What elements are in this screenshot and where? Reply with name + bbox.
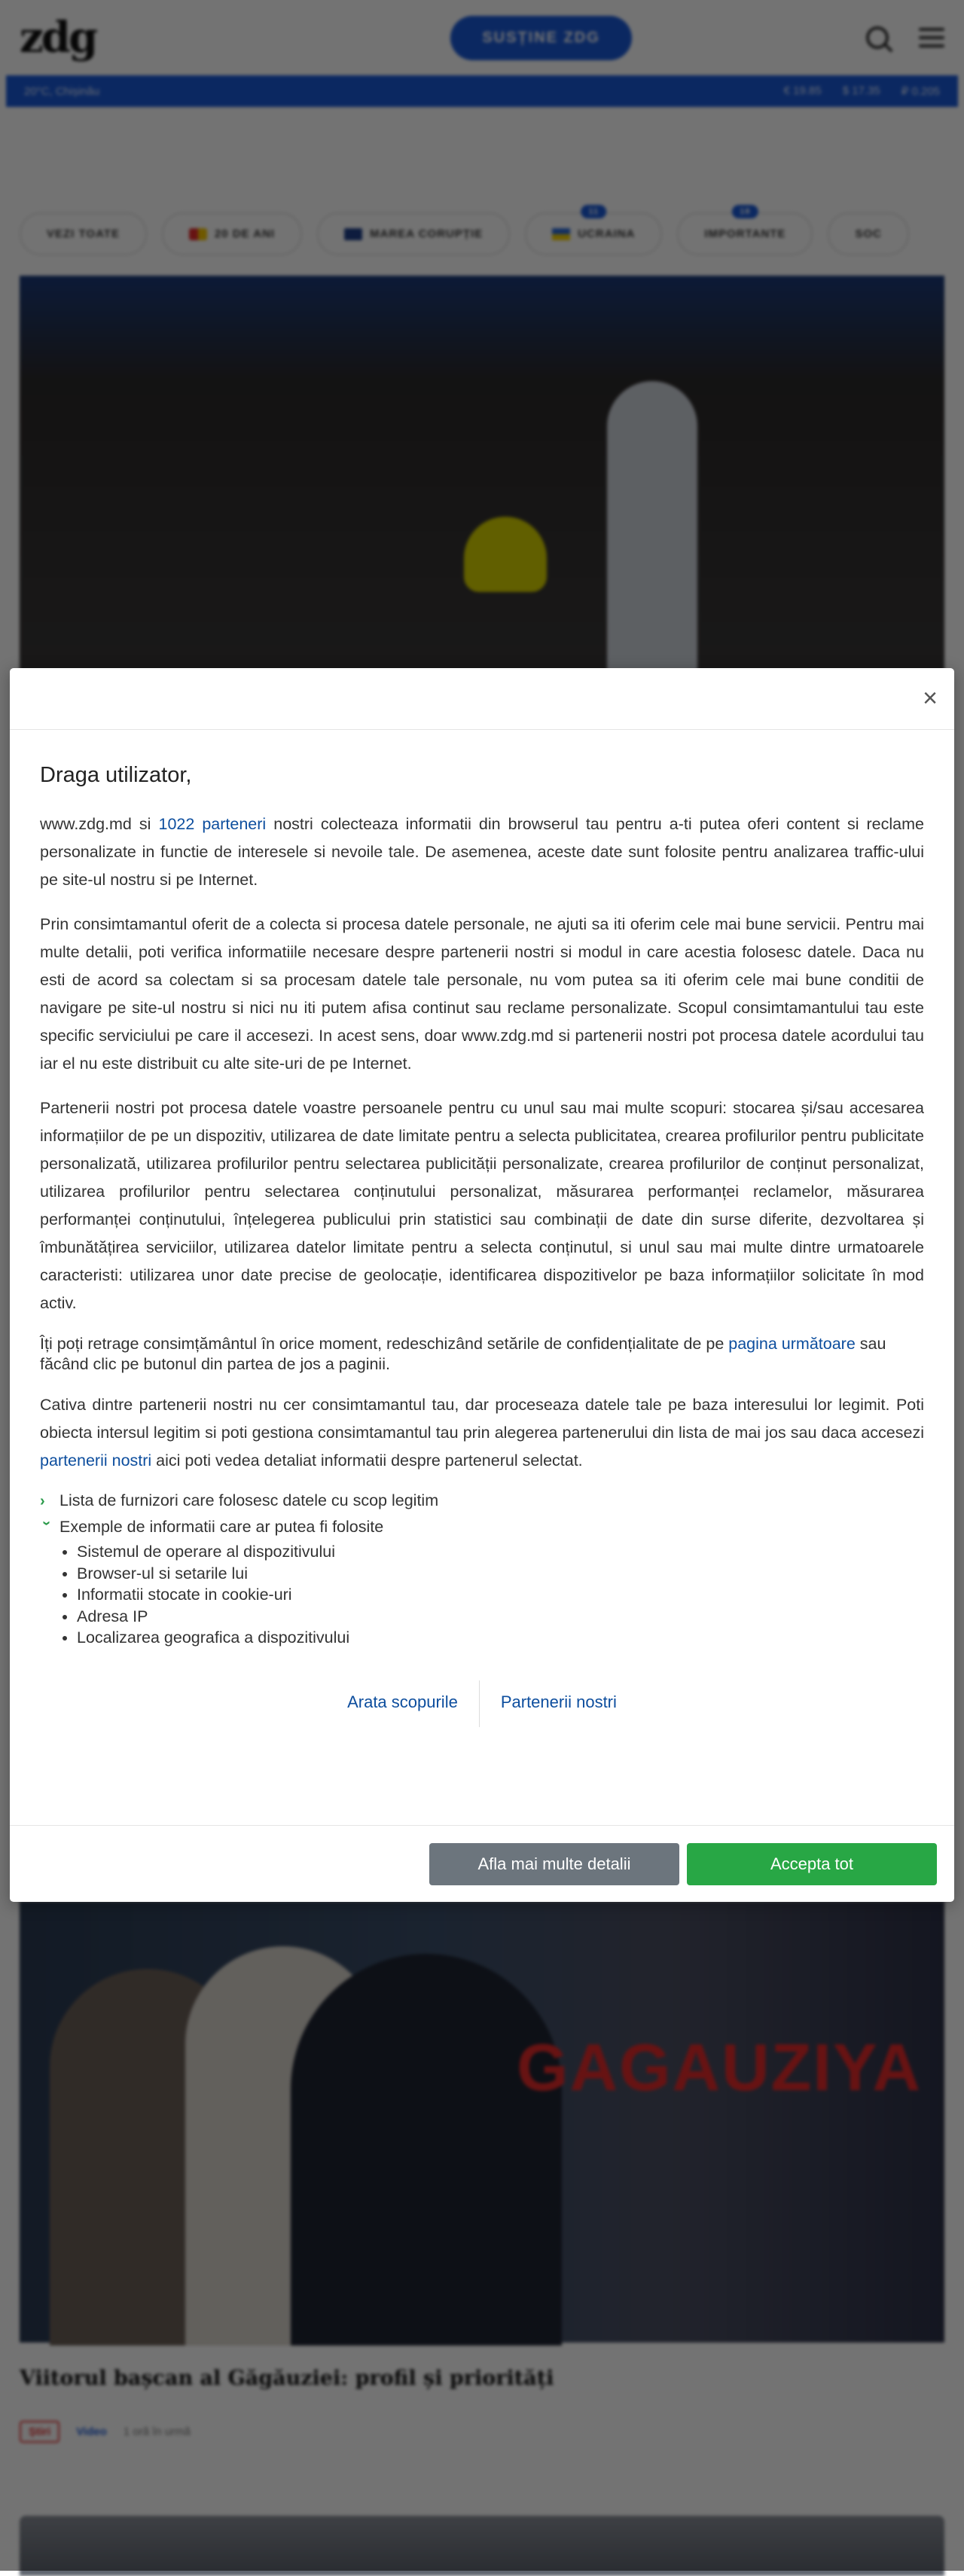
list-item: • Adresa IP — [77, 1606, 924, 1628]
vendors-toggle[interactable] — [40, 1491, 924, 1510]
text-segment: Cativa dintre partenerii nostri nu cer consimtamantul tau, dar proceseaza datele tale pe baza interesului lor legimit. Poti obiecta intersul legitim si poti gestiona consimtamantul tau prin alegerea partenerului din lista de mai jos sau daca accesezi — [40, 1396, 924, 1442]
our-partners-button[interactable]: Partenerii nostri — [500, 1692, 617, 1711]
our-partners-link[interactable]: partenerii nostri — [40, 1451, 152, 1470]
consent-paragraph-5 — [40, 1391, 924, 1475]
text-segment: www.zdg.md si — [40, 815, 151, 833]
chevron-right-icon: › — [40, 1492, 45, 1509]
dialog-footer — [10, 1825, 954, 1902]
more-details-button[interactable]: Afla mai multe detalii — [429, 1843, 679, 1885]
examples-toggle-label: Exemple de informatii care ar putea fi folosite — [59, 1518, 384, 1536]
consent-paragraph-1 — [40, 810, 924, 894]
consent-paragraph-2: Prin consimtamantul oferit de a colecta si procesa datele personale, ne ajuti sa iti oferim cele mai bune servicii. Pentru mai multe detalii, poti verifica informatiile necesare despre partenerii nostri si modul in care acestia folosesc datele. Daca nu esti de acord sa colectam si sa procesam datele tale personale, nu vom putea sa iti oferim cele mai bune conditii de navigare pe site-ul nostru si nici nu iti putem afisa continut sau reclame personalizate. Scopul consimtamantului tau este specific serviciului pe care il accesezi. In acest sens, doar www.zdg.md si partenerii nostri pot procesa datele acordului tau iar el nu este distribuit cu alte site-uri de pe Internet. — [40, 915, 924, 1073]
text-segment: Îți poți retrage consimțământul în orice moment, redeschizând setările de confidențialitate de pe — [40, 1335, 725, 1353]
show-purposes-link[interactable]: Arata scopurile — [347, 1692, 458, 1711]
close-icon[interactable]: × — [923, 684, 938, 713]
partners-count-link[interactable]: 1022 parteneri — [158, 815, 267, 833]
text-segment: aici poti vedea detaliat informatii despre partenerul selectat. — [156, 1451, 583, 1470]
dialog-greeting: Draga utilizator, — [40, 763, 192, 787]
accept-all-button[interactable]: Accepta tot — [687, 1843, 937, 1885]
consent-dialog — [10, 668, 954, 1902]
dialog-links-row — [40, 1680, 924, 1727]
list-item: • Localizarea geografica a dispozitivului — [77, 1627, 924, 1649]
next-page-link[interactable]: pagina următoare — [728, 1335, 856, 1353]
chevron-down-icon: › — [38, 1520, 55, 1526]
vendors-toggle-label: Lista de furnizori care folosesc datele cu scop legitim — [59, 1491, 439, 1509]
consent-paragraph-4 — [40, 1334, 924, 1375]
examples-toggle[interactable] — [40, 1518, 924, 1537]
dialog-header — [10, 668, 954, 730]
consent-paragraph-3: Partenerii nostri pot procesa datele voastre persoanele pentru cu unul sau mai multe scopuri: stocarea și/sau accesarea informațiilor de pe un dispozitiv, utilizarea de date limitate pentru a selecta publicitatea, crearea profilurilor pentru publicitate personalizată, utilizarea profilurilor pentru selectarea publicității personalizate, crearea profilurilor de conținut personalizat, utilizarea profilurilor pentru selectarea conținutului personalizat, măsurarea performanței reclamelor, măsurarea performanței conținutului, înțelegerea publicului prin statistici sau combinații de date din surse diferite, dezvoltarea și îmbunătățirea serviciilor, utilizarea datelor limitate pentru a selecta conținutul, si unul sau mai multe dintre urmatoarele caracteristi: utilizarea unor date precise de geolocație, identificarea dispozitivelor pe baza informațiilor solicitate în mod activ. — [40, 1099, 924, 1312]
examples-list — [40, 1541, 924, 1649]
text-segment: nostri colecteaza informatii din browserul tau pentru a-ti putea oferi content si reclame personalizate in functie de interesele si nevoile tale. De asemenea, aceste date sunt folosite pentru analizarea traffic-ului pe site-ul nostru si pe Internet. — [40, 815, 924, 889]
list-item: • Browser-ul si setarile lui — [77, 1563, 924, 1585]
dialog-body — [10, 730, 954, 1727]
list-item: • Informatii stocate in cookie-uri — [77, 1584, 924, 1606]
list-item: • Sistemul de operare al dispozitivului — [77, 1541, 924, 1563]
text-segment: sau făcând clic pe butonul din partea de jos a paginii. — [40, 1335, 886, 1373]
